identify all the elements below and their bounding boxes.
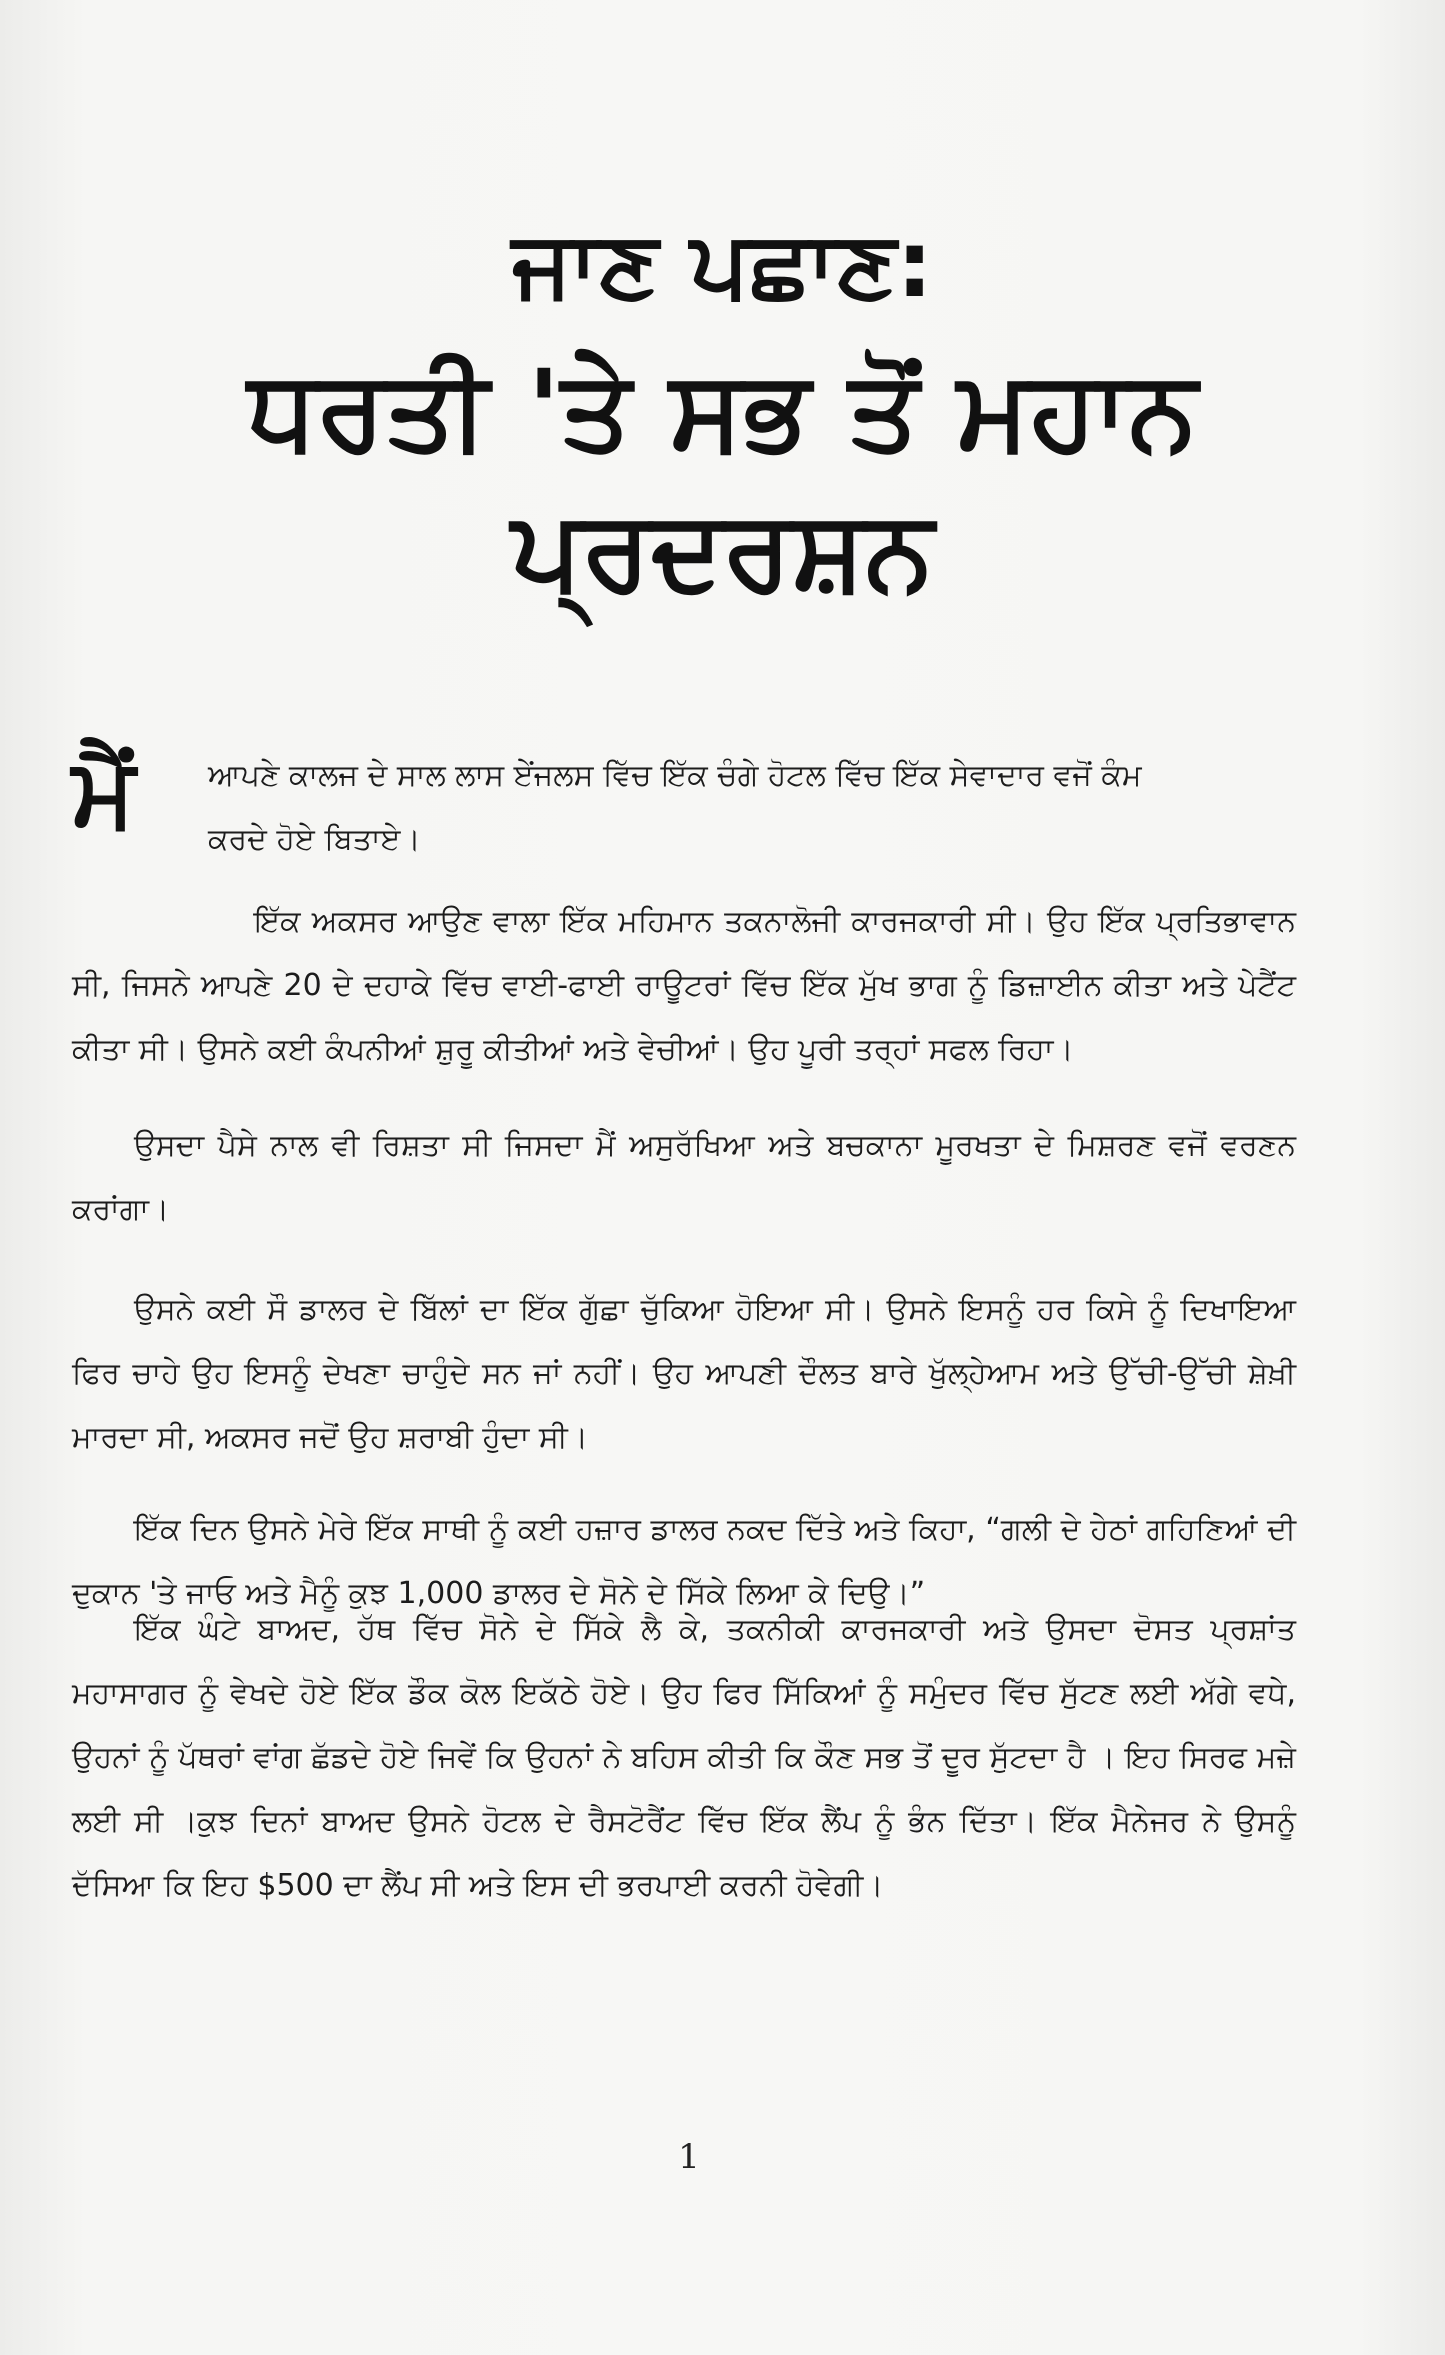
paragraph-6: ਇੱਕ ਘੰਟੇ ਬਾਅਦ, ਹੱਥ ਵਿੱਚ ਸੋਨੇ ਦੇ ਸਿੱਕੇ ਲੈ ਕੇ, ਤਕਨੀਕੀ ਕਾਰਜਕਾਰੀ ਅਤੇ ਉਸਦਾ ਦੋਸਤ ਪ੍ਰਸ਼ਾਂਤ ਮਹਾਸਾਗਰ ਨੂੰ ਵੇਖਦੇ ਹੋਏ ਇੱਕ ਡੌਕ ਕੋਲ ਇਕੱਠੇ ਹੋਏ। ਉਹ ਫਿਰ ਸਿੱਕਿਆਂ ਨੂੰ ਸਮੁੰਦਰ ਵਿੱਚ ਸੁੱਟਣ ਲਈ ਅੱਗੇ ਵਧੇ, ਉਹਨਾਂ ਨੂੰ ਪੱਥਰਾਂ ਵਾਂਗ ਛੱਡਦੇ ਹੋਏ ਜਿਵੇਂ ਕਿ ਉਹਨਾਂ ਨੇ ਬਹਿਸ ਕੀਤੀ ਕਿ ਕੌਣ ਸਭ ਤੋਂ ਦੂਰ ਸੁੱਟਦਾ ਹੈ । ਇਹ ਸਿਰਫ ਮਜ਼ੇ ਲਈ ਸੀ ।ਕੁਝ ਦਿਨਾਂ ਬਾਅਦ ਉਸਨੇ ਹੋਟਲ ਦੇ ਰੈਸਟੋਰੈਂਟ ਵਿੱਚ ਇੱਕ ਲੈਂਪ ਨੂੰ ਭੰਨ ਦਿੱਤਾ। ਇੱਕ ਮੈਨੇਜਰ ਨੇ ਉਸਨੂੰ ਦੱਸਿਆ ਕਿ ਇਹ $500 ਦਾ ਲੈਂਪ ਸੀ ਅਤੇ ਇਸ ਦੀ ਭਰਪਾਈ ਕਰਨੀ ਹੋਵੇਗੀ।	[72, 1612, 1296, 1903]
paragraph-1-line-1: ਆਪਣੇ ਕਾਲਜ ਦੇ ਸਾਲ ਲਾਸ ਏਂਜਲਸ ਵਿੱਚ ਇੱਕ ਚੰਗੇ ਹੋਟਲ ਵਿੱਚ ਇੱਕ ਸੇਵਾਦਾਰ ਵਜੋਂ ਕੰਮ	[208, 758, 1142, 793]
paragraph-5: ਇੱਕ ਦਿਨ ਉਸਨੇ ਮੇਰੇ ਇੱਕ ਸਾਥੀ ਨੂੰ ਕਈ ਹਜ਼ਾਰ ਡਾਲਰ ਨਕਦ ਦਿੱਤੇ ਅਤੇ ਕਿਹਾ, “ਗਲੀ ਦੇ ਹੇਠਾਂ ਗਹਿਣਿਆਂ ਦੀ ਦੁਕਾਨ 'ਤੇ ਜਾਓ ਅਤੇ ਮੈਨੂੰ ਕੁਝ 1,000 ਡਾਲਰ ਦੇ ਸੋਨੇ ਦੇ ਸਿੱਕੇ ਲਿਆ ਕੇ ਦਿਉ।”	[72, 1512, 1296, 1611]
paragraph-4: ਉਸਨੇ ਕਈ ਸੌ ਡਾਲਰ ਦੇ ਬਿੱਲਾਂ ਦਾ ਇੱਕ ਗੁੱਛਾ ਚੁੱਕਿਆ ਹੋਇਆ ਸੀ। ਉਸਨੇ ਇਸਨੂੰ ਹਰ ਕਿਸੇ ਨੂੰ ਦਿਖਾਇਆ ਫਿਰ ਚਾਹੇ ਉਹ ਇਸਨੂੰ ਦੇਖਣਾ ਚਾਹੁੰਦੇ ਸਨ ਜਾਂ ਨਹੀਂ। ਉਹ ਆਪਣੀ ਦੌਲਤ ਬਾਰੇ ਖੁੱਲ੍ਹੇਆਮ ਅਤੇ ਉੱਚੀ-ਉੱਚੀ ਸ਼ੇਖ਼ੀ ਮਾਰਦਾ ਸੀ, ਅਕਸਰ ਜਦੋਂ ਉਹ ਸ਼ਰਾਬੀ ਹੁੰਦਾ ਸੀ।	[72, 1292, 1296, 1455]
chapter-title-line-3: ਪ੍ਰਦਰਸ਼ਨ	[511, 486, 934, 614]
chapter-title-line-2: ਧਰਤੀ 'ਤੇ ਸਭ ਤੋਂ ਮਹਾਨ	[247, 346, 1198, 474]
paragraph-3: ਉਸਦਾ ਪੈਸੇ ਨਾਲ ਵੀ ਰਿਸ਼ਤਾ ਸੀ ਜਿਸਦਾ ਮੈਂ ਅਸੁਰੱਖਿਆ ਅਤੇ ਬਚਕਾਨਾ ਮੂਰਖਤਾ ਦੇ ਮਿਸ਼ਰਣ ਵਜੋਂ ਵਰਣਨ ਕਰਾਂਗਾ।	[72, 1128, 1296, 1227]
paragraph-2: ਇੱਕ ਅਕਸਰ ਆਉਣ ਵਾਲਾ ਇੱਕ ਮਹਿਮਾਨ ਤਕਨਾਲੋਜੀ ਕਾਰਜਕਾਰੀ ਸੀ। ਉਹ ਇੱਕ ਪ੍ਰਤਿਭਾਵਾਨ ਸੀ, ਜਿਸਨੇ ਆਪਣੇ 20 ਦੇ ਦਹਾਕੇ ਵਿੱਚ ਵਾਈ-ਫਾਈ ਰਾਊਟਰਾਂ ਵਿੱਚ ਇੱਕ ਮੁੱਖ ਭਾਗ ਨੂੰ ਡਿਜ਼ਾਈਨ ਕੀਤਾ ਅਤੇ ਪੇਟੈਂਟ ਕੀਤਾ ਸੀ। ਉਸਨੇ ਕਈ ਕੰਪਨੀਆਂ ਸ਼ੁਰੂ ਕੀਤੀਆਂ ਅਤੇ ਵੇਚੀਆਂ। ਉਹ ਪੂਰੀ ਤਰ੍ਹਾਂ ਸਫਲ ਰਿਹਾ।	[72, 904, 1296, 1067]
drop-cap: ਮੈਂ	[72, 736, 136, 848]
paragraph-1-line-2: ਕਰਦੇ ਹੋਏ ਬਿਤਾਏ।	[208, 822, 421, 857]
chapter-title-line-1: ਜਾਣ ਪਛਾਣ:	[512, 211, 933, 318]
page-number: 1	[678, 2137, 700, 2177]
